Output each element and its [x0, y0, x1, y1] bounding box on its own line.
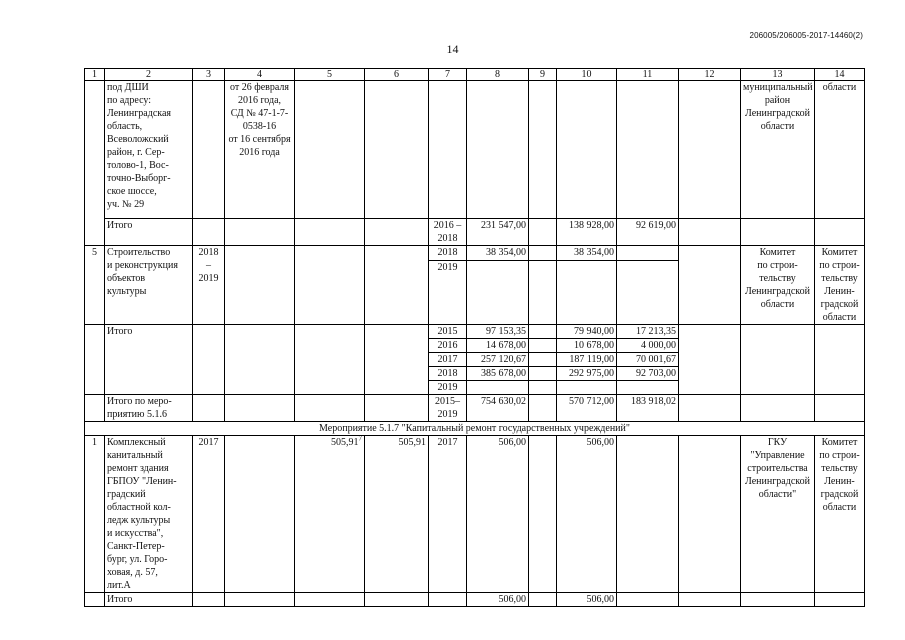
total-federal: 187 119,00: [557, 353, 617, 367]
header-cell: 1: [85, 69, 105, 81]
table-row-total: [85, 325, 865, 339]
item-federal: 38 354,00: [557, 246, 617, 261]
header-cell: 13: [741, 69, 815, 81]
header-cell: 6: [365, 69, 429, 81]
total-label: Итого: [105, 219, 193, 246]
item-year: 2017: [429, 436, 467, 593]
table-row: [85, 436, 865, 593]
item-capacity: 505,91$^7$: [295, 436, 365, 593]
total-year: 2018: [429, 367, 467, 381]
total-regional: 4 000,00: [617, 339, 679, 353]
total-sum: 14 678,00: [467, 339, 529, 353]
item-name: Комплексный канитальный ремонт здания ГБПОУ "Ленин- градский областной кол- ледж культуры и искусства", Санкт-Петер- бург, ул. Горо- ховая, д. 57, лит.А: [105, 436, 193, 593]
total-year: 2016: [429, 339, 467, 353]
item-sum: 506,00: [467, 436, 529, 593]
total-federal: 506,00: [557, 593, 617, 607]
responsible-org: Комитет по строи- тельству Ленинградской области: [741, 246, 815, 325]
header-cell: 9: [529, 69, 557, 81]
footnote-mark: 7: [358, 435, 362, 443]
table-row-total: [85, 593, 865, 607]
item-number: 1: [85, 436, 105, 593]
total-regional: 17 213,35: [617, 325, 679, 339]
total-label: Итого: [105, 593, 193, 607]
document-id: 206005/206005-2017-14460(2): [749, 31, 863, 40]
item-year: 2019: [429, 261, 467, 325]
header-cell: 2: [105, 69, 193, 81]
total-years: 2015– 2019: [429, 395, 467, 422]
header-cell: 11: [617, 69, 679, 81]
item-period: 2017: [193, 436, 225, 593]
total-regional: 183 918,02: [617, 395, 679, 422]
item-name: Строительство и реконструкция объектов культуры: [105, 246, 193, 325]
section-row: [85, 422, 865, 436]
total-label: Итого по меро- приятию 5.1.6: [105, 395, 193, 422]
responsible-org: муниципальный район Ленинградской области: [741, 81, 815, 219]
total-regional: 70 001,67: [617, 353, 679, 367]
budget-table: [84, 68, 865, 607]
total-federal: 292 975,00: [557, 367, 617, 381]
header-cell: 5: [295, 69, 365, 81]
object-description: под ДШИ по адресу: Ленинградская область, Всеволожский район, г. Сер- толово-1, Вос- точно-Выборг- ское шоссе, уч. № 29: [105, 81, 193, 219]
header-row: [85, 69, 865, 81]
total-federal: 79 940,00: [557, 325, 617, 339]
header-cell: 4: [225, 69, 295, 81]
item-federal: 506,00: [557, 436, 617, 593]
total-federal: 138 928,00: [557, 219, 617, 246]
table-row-total: [85, 219, 865, 246]
responsible-org: ГКУ "Управление строительства Ленинградской области": [741, 436, 815, 593]
item-period: 2018 – 2019: [193, 246, 225, 325]
section-title: Мероприятие 5.1.7 "Капитальный ремонт государственных учреждений": [85, 422, 865, 436]
page-number: 14: [446, 42, 459, 56]
header-cell: 10: [557, 69, 617, 81]
total-regional: 92 703,00: [617, 367, 679, 381]
header-cell: 14: [815, 69, 865, 81]
item-year: 2018: [429, 246, 467, 261]
item-sum: 38 354,00: [467, 246, 529, 261]
total-year: 2015: [429, 325, 467, 339]
total-sum: 506,00: [467, 593, 529, 607]
customer-org: области: [815, 81, 865, 219]
total-sum: 257 120,67: [467, 353, 529, 367]
total-year: 2017: [429, 353, 467, 367]
header-cell: 7: [429, 69, 467, 81]
total-sum: 231 547,00: [467, 219, 529, 246]
table-row: [85, 246, 865, 261]
total-regional: 92 619,00: [617, 219, 679, 246]
table-row-total: [85, 395, 865, 422]
total-federal: 570 712,00: [557, 395, 617, 422]
header-cell: 3: [193, 69, 225, 81]
total-sum: 754 630,02: [467, 395, 529, 422]
total-federal: 10 678,00: [557, 339, 617, 353]
header-cell: 8: [467, 69, 529, 81]
item-cost: 505,91: [365, 436, 429, 593]
table-row: [85, 81, 865, 219]
total-sum: 385 678,00: [467, 367, 529, 381]
total-year: 2019: [429, 381, 467, 395]
header-cell: 12: [679, 69, 741, 81]
total-label: Итого: [105, 325, 193, 395]
permit-dates: от 26 февраля 2016 года, СД № 47-1-7- 0538-16 от 16 сентября 2016 года: [225, 81, 295, 219]
total-years: 2016 – 2018: [429, 219, 467, 246]
total-sum: 97 153,35: [467, 325, 529, 339]
item-number: 5: [85, 246, 105, 325]
customer-org: Комитет по строи- тельству Ленин- градской области: [815, 436, 865, 593]
customer-org: Комитет по строи- тельству Ленин- градской области: [815, 246, 865, 325]
